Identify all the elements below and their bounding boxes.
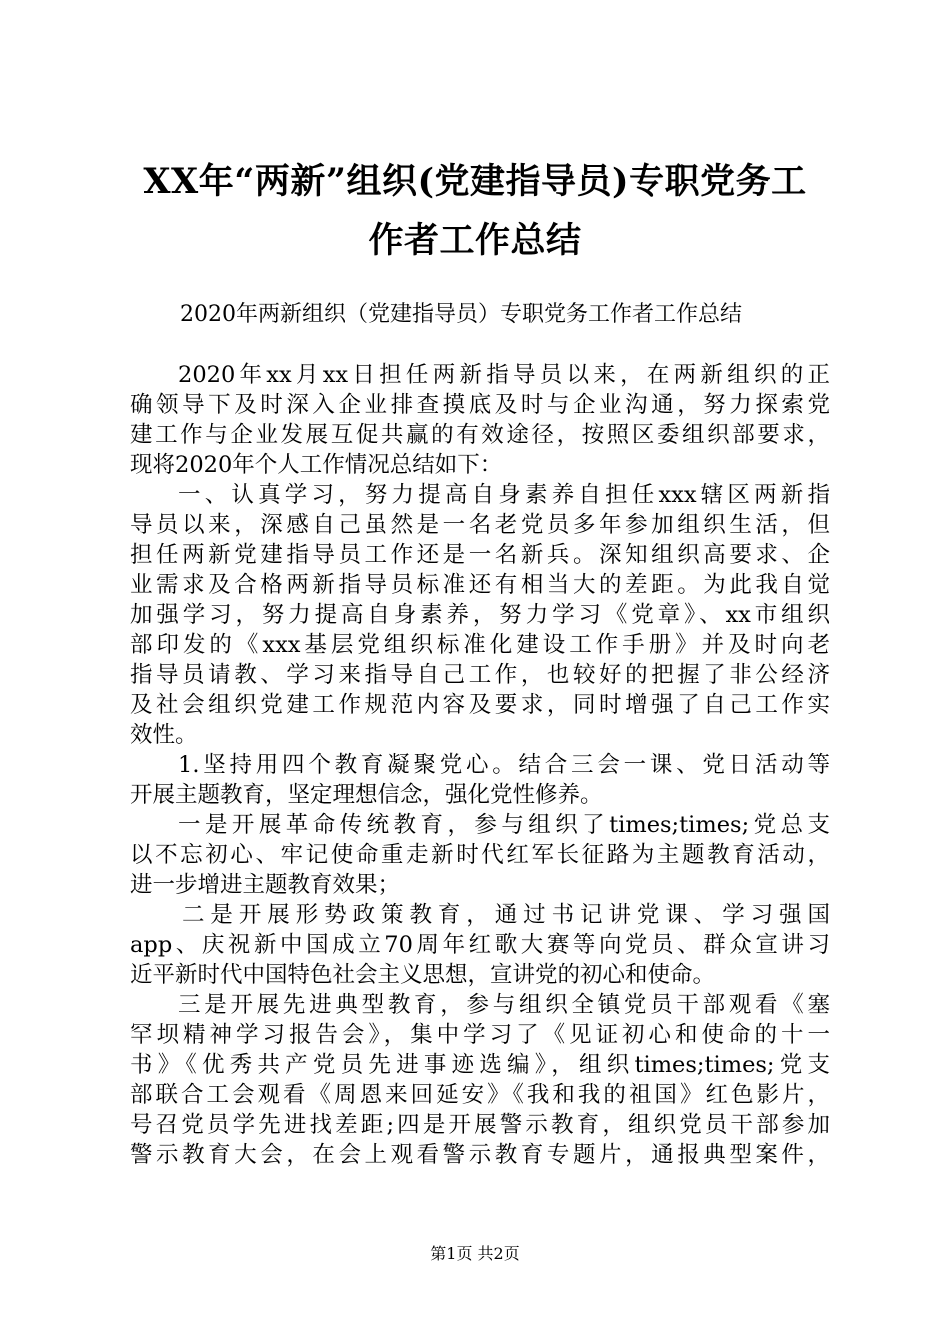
body-line: 书》《优秀共产党员先进事迹选编》，组织times;times;党支 xyxy=(130,1052,830,1078)
body-line: 一是开展革命传统教育，参与组织了times;times;党总支 xyxy=(178,812,830,838)
body-line: 近平新时代中国特色社会主义思想，宣讲党的初心和使命。 xyxy=(130,962,716,988)
body-line: 导员以来，深感自己虽然是一名老党员多年参加组织生活，但 xyxy=(130,512,830,538)
body-line: 警示教育大会，在会上观看警示教育专题片，通报典型案件， xyxy=(130,1142,830,1168)
page-footer: 第1页 共2页 xyxy=(430,1244,520,1263)
body-line: app、庆祝新中国成立70周年红歌大赛等向党员、群众宣讲习 xyxy=(130,932,830,958)
body-line: 2020年xx月xx日担任两新指导员以来，在两新组织的正 xyxy=(178,362,830,388)
body-line: 加强学习，努力提高自身素养，努力学习《党章》、xx市组织 xyxy=(130,602,830,628)
body-line: 1.坚持用四个教育凝聚党心。结合三会一课、党日活动等 xyxy=(178,752,830,778)
document-subtitle: 2020年两新组织（党建指导员）专职党务工作者工作总结 xyxy=(180,302,742,327)
body-line: 以不忘初心、牢记使命重走新时代红军长征路为主题教育活动， xyxy=(130,842,830,868)
body-line: 确领导下及时深入企业排查摸底及时与企业沟通，努力探索党 xyxy=(130,392,830,418)
body-line: 部印发的《xxx基层党组织标准化建设工作手册》并及时向老 xyxy=(130,632,830,658)
document-title-line-2: 作者工作总结 xyxy=(368,220,582,261)
body-line: 开展主题教育，坚定理想信念，强化党性修养。 xyxy=(130,782,603,808)
body-line: 进一步增进主题教育效果； xyxy=(130,872,401,898)
body-line: 部联合工会观看《周恩来回延安》《我和我的祖国》红色影片， xyxy=(130,1082,830,1108)
body-line: 罕坝精神学习报告会》，集中学习了《见证初心和使命的十一 xyxy=(130,1022,830,1048)
body-line: 现将2020年个人工作情况总结如下： xyxy=(130,452,503,478)
body-line: 三是开展先进典型教育，参与组织全镇党员干部观看《塞 xyxy=(178,992,830,1018)
body-line: 业需求及合格两新指导员标准还有相当大的差距。为此我自觉 xyxy=(130,572,830,598)
body-line: 建工作与企业发展互促共赢的有效途径，按照区委组织部要求， xyxy=(130,422,830,448)
body-line: 指导员请教、学习来指导自己工作，也较好的把握了非公经济 xyxy=(130,662,830,688)
document-title-line-1: XX年“两新”组织(党建指导员)专职党务工 xyxy=(143,161,807,202)
body-line: 担任两新党建指导员工作还是一名新兵。深知组织高要求、企 xyxy=(130,542,830,568)
body-line: 及社会组织党建工作规范内容及要求，同时增强了自己工作实 xyxy=(130,692,830,718)
body-line: 二是开展形势政策教育，通过书记讲党课、学习强国 xyxy=(182,902,830,928)
body-line: 效性。 xyxy=(130,722,198,748)
body-line: 号召党员学先进找差距;四是开展警示教育，组织党员干部参加 xyxy=(130,1112,830,1138)
body-line: 一、认真学习，努力提高自身素养自担任xxx辖区两新指 xyxy=(178,482,830,508)
document-body xyxy=(130,360,830,1170)
